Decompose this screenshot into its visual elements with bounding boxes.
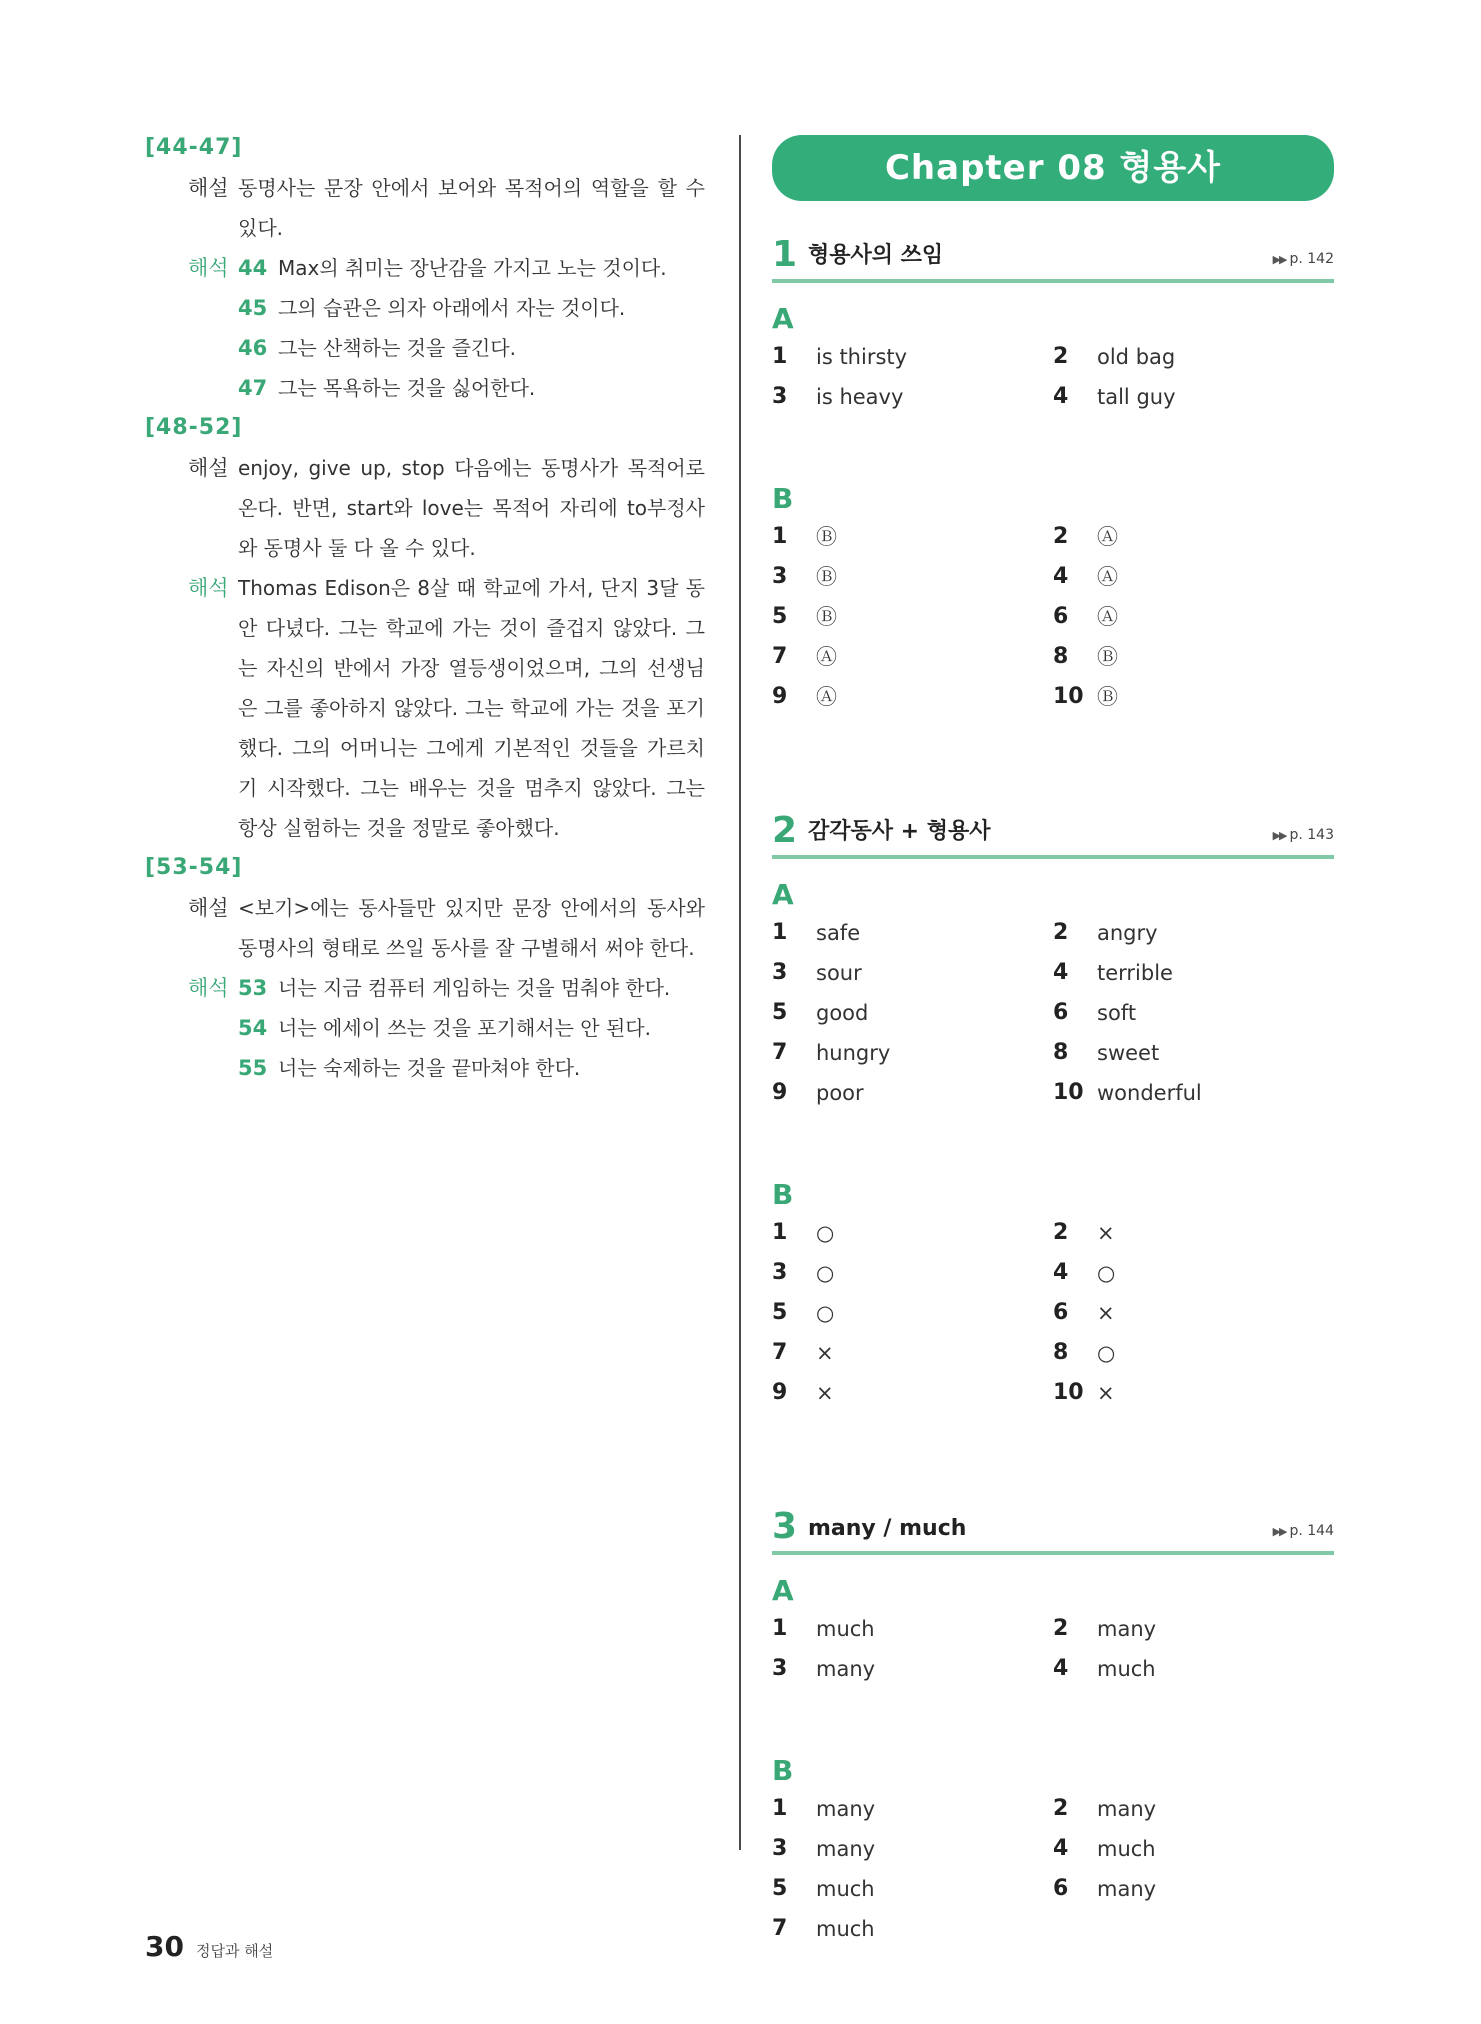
part-label: B <box>772 1178 794 1211</box>
answer-section <box>772 811 1334 1413</box>
answer-text: Ⓐ <box>1097 525 1118 549</box>
answer-text: ○ <box>1097 1261 1116 1285</box>
answer-text: Ⓐ <box>816 645 837 669</box>
answer-text: many <box>1097 1797 1157 1821</box>
translation-sentence <box>238 968 705 1008</box>
answer-item <box>1053 1333 1334 1373</box>
answer-item <box>772 1909 1053 1949</box>
section-number: 3 <box>772 1506 798 1547</box>
answer-number: 10 <box>1053 684 1084 709</box>
sentence-number: 55 <box>238 1056 268 1080</box>
explanation-label: 해설 <box>188 456 229 480</box>
answer-text: × <box>1097 1381 1115 1405</box>
answer-number: 4 <box>1053 1836 1069 1861</box>
answer-text: Ⓐ <box>816 685 837 709</box>
answer-text: sweet <box>1097 1041 1160 1065</box>
answer-number: 2 <box>1053 524 1069 549</box>
answer-number: 6 <box>1053 1876 1069 1901</box>
answer-number: 7 <box>772 1340 788 1365</box>
answer-number: 9 <box>772 1380 788 1405</box>
answer-text: much <box>1097 1657 1156 1681</box>
answer-grid <box>772 913 1334 1113</box>
answer-number: 10 <box>1053 1080 1084 1105</box>
explanation-row <box>145 448 705 568</box>
answer-text: many <box>1097 1617 1157 1641</box>
translation-text: Thomas Edison은 8살 때 학교에 가서, 단지 3달 동안 다녔다. 그는 학교에 가는 것이 즐겁지 않았다. 그는 자신의 반에서 가장 열등생이었으며, 그의 선생님은 그를 좋아하지 않았다. 그는 학교에 가는 것을 포기했다. 그의 어머니는 그에게 기본적인 것들을 가르치기 시작했다. 그는 배우는 것을 멈추지 않았다. 그는 항상 실험하는 것을 정말로 좋아했다. <box>238 576 705 840</box>
answer-number: 5 <box>772 1876 788 1901</box>
explanation-row <box>145 168 705 248</box>
section-title: 감각동사 + 형용사 <box>808 819 991 844</box>
sentence-number: 46 <box>238 336 268 360</box>
answer-text: Ⓑ <box>816 565 837 589</box>
answer-item <box>1053 913 1334 953</box>
sentence-text: 그는 목욕하는 것을 싫어한다. <box>278 376 536 400</box>
answer-number: 3 <box>772 1260 788 1285</box>
answer-item <box>772 1253 1053 1293</box>
answer-grid <box>772 1609 1334 1689</box>
answer-item <box>772 1373 1053 1413</box>
answer-text: ○ <box>816 1261 835 1285</box>
answer-number: 8 <box>1053 1340 1069 1365</box>
answer-text: many <box>816 1657 876 1681</box>
answer-number: 1 <box>772 1616 788 1641</box>
page-footer <box>145 1930 273 1963</box>
answer-group <box>145 408 705 848</box>
translation-sentence <box>238 328 705 368</box>
answer-item <box>772 597 1053 637</box>
answer-item <box>772 1829 1053 1869</box>
answer-item <box>1053 1073 1334 1113</box>
translation-label: 해석 <box>188 576 229 600</box>
sentence-number: 44 <box>238 256 268 280</box>
answer-text: many <box>1097 1877 1157 1901</box>
translation-row <box>145 248 705 408</box>
answer-text: Ⓐ <box>1097 565 1118 589</box>
answer-item <box>772 637 1053 677</box>
answer-number: 4 <box>1053 1656 1069 1681</box>
answer-item <box>1053 1609 1334 1649</box>
answer-item <box>772 1609 1053 1649</box>
answer-number: 3 <box>772 1656 788 1681</box>
sentence-text: 그의 습관은 의자 아래에서 자는 것이다. <box>278 296 626 320</box>
answer-text: angry <box>1097 921 1158 945</box>
answer-section <box>772 235 1334 717</box>
column-divider <box>739 135 741 1850</box>
answer-text: sour <box>816 961 862 985</box>
answer-number: 4 <box>1053 1260 1069 1285</box>
answer-text: soft <box>1097 1001 1137 1025</box>
answer-item <box>1053 597 1334 637</box>
answer-item <box>772 557 1053 597</box>
answer-text: × <box>816 1381 834 1405</box>
sentence-number: 45 <box>238 296 268 320</box>
answer-number: 3 <box>772 960 788 985</box>
answer-number: 5 <box>772 1000 788 1025</box>
answer-item <box>1053 1033 1334 1073</box>
right-column <box>772 135 1334 1949</box>
answer-text: ○ <box>1097 1341 1116 1365</box>
left-column <box>145 128 705 1088</box>
answer-number: 9 <box>772 1080 788 1105</box>
answer-number: 3 <box>772 1836 788 1861</box>
answer-number: 3 <box>772 384 788 409</box>
answer-item <box>772 1333 1053 1373</box>
answer-number: 2 <box>1053 344 1069 369</box>
answer-item <box>1053 637 1334 677</box>
answer-item <box>1053 677 1334 717</box>
answer-item <box>1053 337 1334 377</box>
answer-text: many <box>816 1797 876 1821</box>
answer-grid <box>772 517 1334 717</box>
translation-row <box>145 968 705 1088</box>
answer-text: poor <box>816 1081 864 1105</box>
double-arrow-icon: ▶▶ <box>1272 1525 1286 1538</box>
answer-text: Ⓑ <box>1097 685 1118 709</box>
explanation-text: 동명사는 문장 안에서 보어와 목적어의 역할을 할 수 있다. <box>238 176 705 240</box>
answer-item <box>1053 377 1334 417</box>
page-number: 30 <box>145 1930 184 1963</box>
sentence-number: 54 <box>238 1016 268 1040</box>
group-heading: [53-54] <box>145 855 243 880</box>
section-title: many / much <box>808 1516 967 1541</box>
sentence-number: 47 <box>238 376 268 400</box>
answer-text: terrible <box>1097 961 1173 985</box>
part-label: B <box>772 482 794 515</box>
answer-item <box>1053 1829 1334 1869</box>
answer-number: 2 <box>1053 1616 1069 1641</box>
answer-item <box>1053 953 1334 993</box>
chapter-banner: Chapter 08 형용사 <box>772 135 1334 201</box>
answer-text: ○ <box>816 1221 835 1245</box>
answer-number: 6 <box>1053 1000 1069 1025</box>
answer-grid <box>772 1789 1334 1949</box>
answer-number: 7 <box>772 644 788 669</box>
part-label: A <box>772 302 794 335</box>
answer-item <box>772 953 1053 993</box>
section-number: 1 <box>772 234 798 275</box>
answer-number: 4 <box>1053 564 1069 589</box>
answer-text: is heavy <box>816 385 904 409</box>
sentence-text: 너는 숙제하는 것을 끝마쳐야 한다. <box>278 1056 581 1080</box>
answer-number: 1 <box>772 1220 788 1245</box>
answer-text: Ⓑ <box>1097 645 1118 669</box>
answer-text: ○ <box>816 1301 835 1325</box>
double-arrow-icon: ▶▶ <box>1272 253 1286 266</box>
answer-item <box>772 1869 1053 1909</box>
page-reference-text: p. 143 <box>1289 827 1334 843</box>
section-number: 2 <box>772 810 798 851</box>
answer-item <box>772 1649 1053 1689</box>
answer-item <box>1053 1293 1334 1333</box>
answer-item <box>1053 1373 1334 1413</box>
part-label: A <box>772 878 794 911</box>
answer-text: hungry <box>816 1041 891 1065</box>
answer-item <box>772 1033 1053 1073</box>
section-title: 형용사의 쓰임 <box>808 243 944 268</box>
answer-grid <box>772 1213 1334 1413</box>
answer-item <box>1053 1253 1334 1293</box>
answer-text: much <box>816 1617 875 1641</box>
answer-item <box>1053 517 1334 557</box>
answer-text: × <box>1097 1221 1115 1245</box>
section-header <box>772 1507 1334 1555</box>
explanation-label: 해설 <box>188 896 229 920</box>
answer-number: 4 <box>1053 960 1069 985</box>
answer-item <box>772 1073 1053 1113</box>
answer-number: 1 <box>772 524 788 549</box>
part-label: A <box>772 1574 794 1607</box>
section-header <box>772 811 1334 859</box>
answer-item <box>772 1789 1053 1829</box>
answer-number: 10 <box>1053 1380 1084 1405</box>
answer-number: 5 <box>772 604 788 629</box>
answer-number: 2 <box>1053 1220 1069 1245</box>
answer-number: 1 <box>772 920 788 945</box>
answer-item <box>1053 1789 1334 1829</box>
translation-label: 해석 <box>188 976 229 1000</box>
answer-number: 3 <box>772 564 788 589</box>
answer-text: wonderful <box>1097 1081 1202 1105</box>
page-reference <box>1273 1523 1334 1539</box>
answer-item <box>1053 557 1334 597</box>
answer-number: 7 <box>772 1040 788 1065</box>
answer-section <box>772 1507 1334 1949</box>
group-heading: [48-52] <box>145 415 243 440</box>
answer-number: 5 <box>772 1300 788 1325</box>
footer-text: 정답과 해설 <box>195 1942 274 1960</box>
answer-text: × <box>1097 1301 1115 1325</box>
translation-sentence <box>238 248 705 288</box>
answer-item <box>772 337 1053 377</box>
answer-text: Ⓑ <box>816 605 837 629</box>
translation-list <box>238 248 705 408</box>
explanation-text: enjoy, give up, stop 다음에는 동명사가 목적어로 온다. 반면, start와 love는 목적어 자리에 to부정사와 동명사 둘 다 올 수 있다. <box>238 456 705 560</box>
answer-group <box>145 848 705 1088</box>
answer-text: much <box>816 1877 875 1901</box>
answer-number: 4 <box>1053 384 1069 409</box>
answer-number: 6 <box>1053 1300 1069 1325</box>
answer-text: Ⓐ <box>1097 605 1118 629</box>
answer-number: 2 <box>1053 920 1069 945</box>
answer-item <box>1053 1649 1334 1689</box>
answer-text: safe <box>816 921 861 945</box>
answer-text: Ⓑ <box>816 525 837 549</box>
answer-item <box>1053 993 1334 1033</box>
sentence-text: 너는 지금 컴퓨터 게임하는 것을 멈춰야 한다. <box>278 976 671 1000</box>
answer-item <box>772 377 1053 417</box>
sentence-number: 53 <box>238 976 268 1000</box>
answer-text: × <box>816 1341 834 1365</box>
answer-item <box>1053 1869 1334 1909</box>
page-reference <box>1273 827 1334 843</box>
sentence-text: Max의 취미는 장난감을 가지고 노는 것이다. <box>278 256 667 280</box>
answer-number: 8 <box>1053 644 1069 669</box>
part-label: B <box>772 1754 794 1787</box>
answer-text: much <box>1097 1837 1156 1861</box>
answer-text: much <box>816 1917 875 1941</box>
translation-sentence <box>238 288 705 328</box>
answer-number: 1 <box>772 1796 788 1821</box>
answer-item <box>772 1293 1053 1333</box>
answer-group <box>145 128 705 408</box>
translation-row <box>145 568 705 848</box>
explanation-label: 해설 <box>188 176 229 200</box>
answer-item <box>772 517 1053 557</box>
answer-text: many <box>816 1837 876 1861</box>
double-arrow-icon: ▶▶ <box>1272 829 1286 842</box>
answer-text: tall guy <box>1097 385 1176 409</box>
answer-item <box>772 913 1053 953</box>
group-heading: [44-47] <box>145 135 243 160</box>
sentence-text: 그는 산책하는 것을 즐긴다. <box>278 336 516 360</box>
answer-number: 6 <box>1053 604 1069 629</box>
answer-item <box>1053 1213 1334 1253</box>
sentence-text: 너는 에세이 쓰는 것을 포기해서는 안 된다. <box>278 1016 651 1040</box>
explanation-row <box>145 888 705 968</box>
page-reference <box>1273 251 1334 267</box>
answer-text: old bag <box>1097 345 1176 369</box>
section-header <box>772 235 1334 283</box>
answer-number: 7 <box>772 1916 788 1941</box>
answer-item <box>772 993 1053 1033</box>
translation-sentence <box>238 1008 705 1048</box>
translation-list <box>238 968 705 1088</box>
explanation-text: <보기>에는 동사들만 있지만 문장 안에서의 동사와 동명사의 형태로 쓰일 동사를 잘 구별해서 써야 한다. <box>238 896 705 960</box>
page-reference-text: p. 142 <box>1289 251 1334 267</box>
answer-number: 8 <box>1053 1040 1069 1065</box>
page-reference-text: p. 144 <box>1289 1523 1334 1539</box>
answer-item <box>772 1213 1053 1253</box>
answer-item <box>772 677 1053 717</box>
answer-text: good <box>816 1001 869 1025</box>
translation-sentence <box>238 368 705 408</box>
translation-label: 해석 <box>188 256 229 280</box>
answer-number: 2 <box>1053 1796 1069 1821</box>
answer-number: 1 <box>772 344 788 369</box>
translation-sentence <box>238 1048 705 1088</box>
answer-number: 9 <box>772 684 788 709</box>
answer-text: is thirsty <box>816 345 908 369</box>
answer-grid <box>772 337 1334 417</box>
